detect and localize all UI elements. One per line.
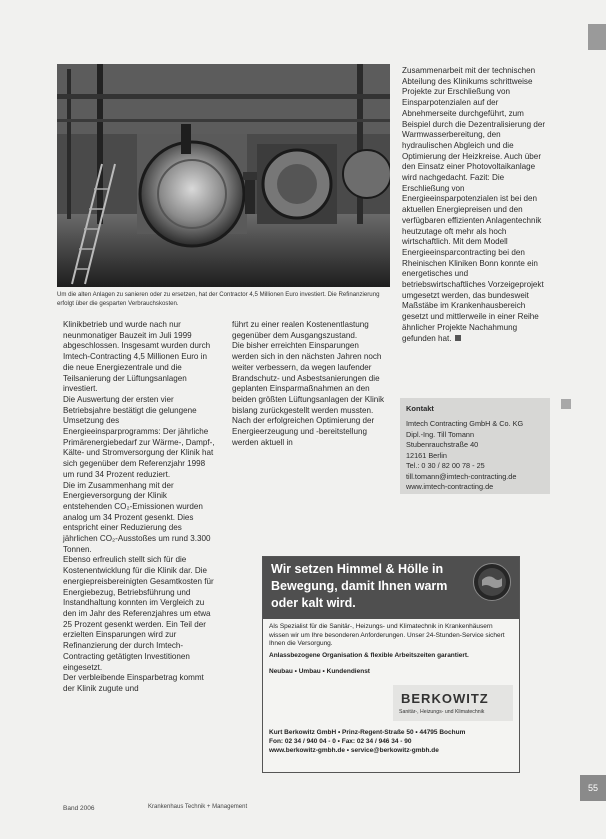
ad-headline: Wir setzen Himmel & Hölle in Bewegung, damit Ihnen warm oder kalt wird. [271, 562, 448, 610]
contact-website[interactable]: www.imtech-contracting.de [406, 482, 494, 491]
paragraph: Die Auswertung der ersten vier Betriebsjahre bestätigt die gelungene Umsetzung des Energieeinsparprogramms: Der jährliche Primärenergiebedarf zur Wärme-, Dampf-, Kälte- und Stromversorgung der Klinik hat sich gegenüber dem Referenzjahr 1998 um rund 34 Prozent reduziert. [63, 394, 215, 479]
paragraph: führt zu einer realen Kostenentlastung gegenüber dem Ausgangszustand. [232, 320, 369, 340]
contact-company: Imtech Contracting GmbH & Co. KG [406, 419, 524, 428]
contact-person: Dipl.-Ing. Till Tomann [406, 429, 474, 439]
berkowitz-logo [393, 685, 513, 721]
paragraph-text: Zusammenarbeit mit der technischen Abteilung des Klinikums schrittweise Projekte zur Erschließung von Einsparpotenzialen auf der Abnehmerseite durchgeführt, zum Beispiel durch die Dezentralisierung der Warmwasserbereitung, den hydraulischen Abgleich und die Optimierung der Heizkreise. Auch über den Einsatz einer Photovoltaikanlage wird nachgedacht. Fazit: Die Erschließung von Energieeinsparpotenzialen ist bei den aktuellen Energiepreisen und den verfügbaren effizienten Anlagentechnik heutzutage oft mehr als hoch wirtschaftlich. Mit dem Modell Energieeinsparcontracting bei den Rheinischen Kliniken Bonn konnte ein energetisches und betriebswirtschaftliches Vorzeigeprojekt umgesetzt werden, das bundesweit Maßstäbe im Krankenhausbereich gesetzt und mittlerweile in einer Reihe ähnlicher Projekte Nachahmung gefunden hat. [402, 66, 546, 343]
contact-title: Kontakt [406, 404, 434, 413]
logo-wordmark: BERKOWITZ [401, 691, 489, 706]
page-number: 55 [580, 775, 606, 801]
side-marker [561, 399, 571, 409]
page-edge-tab [588, 24, 606, 50]
logo-slogan: Sanitär-, Heizungs- und Klimatechnik [399, 709, 485, 715]
contact-email[interactable]: till.tomann@imtech-contracting.de [406, 471, 517, 481]
boiler-photo-graphic [57, 64, 390, 287]
contact-street: Stubenrauchstraße 40 [406, 440, 479, 449]
ad-phone-fax: Fon: 02 34 / 940 04 - 0 • Fax: 02 34 / 946 34 - 90 [269, 738, 412, 745]
ad-web-email[interactable]: www.berkowitz-gmbh.de • service@berkowitz-gmbh.de [269, 747, 439, 754]
ad-claim: Anlassbezogene Organisation & flexible Arbeitszeiten garantiert. [269, 652, 469, 659]
contact-city: 12161 Berlin [406, 450, 447, 460]
ad-intro: Als Spezialist für die Sanitär-, Heizungs- und Klimatechnik in Krankenhäusern wissen wir um Ihre besonderen Anforderungen. Unser 24-Stunden-Service sichert Ihnen die Versorgung. [269, 623, 505, 648]
contact-phone: Tel.: 0 30 / 82 00 78 - 25 [406, 461, 485, 470]
paragraph: Nach der erfolgreichen Optimierung der Energieerzeugung und -bereitstellung werden aktuell in [232, 416, 375, 447]
publication-name: Krankenhaus Technik + Management [148, 804, 248, 810]
photo-caption: Um die alten Anlagen zu sanieren oder zu ersetzen, hat der Contractor 4,5 Millionen Euro investiert. Die Refinanzierung erfolgt über die gesparten Verbrauchskosten. [57, 291, 380, 307]
ad-contact-block [269, 728, 513, 755]
ad-header [263, 557, 519, 619]
boiler-room-photo [57, 64, 390, 287]
advertisement [262, 556, 520, 773]
contact-box [400, 398, 550, 494]
article-column-3 [402, 66, 552, 344]
article-column-1 [63, 320, 216, 695]
ad-services: Neubau • Umbau • Kundendienst [269, 668, 370, 675]
article-column-2 [232, 320, 385, 448]
paragraph [402, 66, 552, 344]
paragraph: Die bisher erreichten Einsparungen werden sich in den nächsten Jahren noch weiter verbessern, da wegen laufender Brandschutz- und Asbestsanierungen die geplanten Einsparmaßnahmen an den beiden größten Lüftungsanlagen der Klinik bislang zurückgestellt werden mussten. [232, 341, 385, 415]
paragraph: Der verbleibende Einsparbetrag kommt der Klinik zugute und [63, 673, 204, 693]
end-of-article-icon [455, 335, 461, 341]
ad-company-address: Kurt Berkowitz GmbH • Prinz-Regent-Straße 50 • 44795 Bochum [269, 729, 466, 736]
globe-icon [473, 563, 511, 601]
paragraph: Klinikbetrieb und wurde nach nur neunmonatiger Bauzeit im Juli 1999 abgeschlossen. Insgesamt wurden durch Imtech-Contracting 4,5 Millionen Euro in die neue Energiezentrale und die Teilsanierung der Lüftungsanlagen investiert. [63, 320, 211, 394]
paragraph: Die im Zusammenhang mit der Energieversorgung der Klinik entstehenden CO₂-Emissionen wurden analog um 34 Prozent gesenkt. Dies entspricht einer Reduzierung des jährlichen CO₂-Ausstoßes um rund 3.300 Tonnen. [63, 480, 211, 554]
issue-label: Band 2006 [63, 805, 95, 812]
paragraph: Ebenso erfreulich stellt sich für die Kostenentwicklung für die Klinik dar. Die energiepreisbereinigten Gesamtkosten für Energiebezug, Betriebsführung und Instandhaltung konnten im Vergleich zu den im Jahr des Referenzjahres um etwa 25 Prozent gesenkt werden. Ein Teil der erzielten Einsparungen wird zur Refinanzierung der durch Imtech-Contracting getätigten Investitionen eingesetzt. [63, 555, 214, 672]
